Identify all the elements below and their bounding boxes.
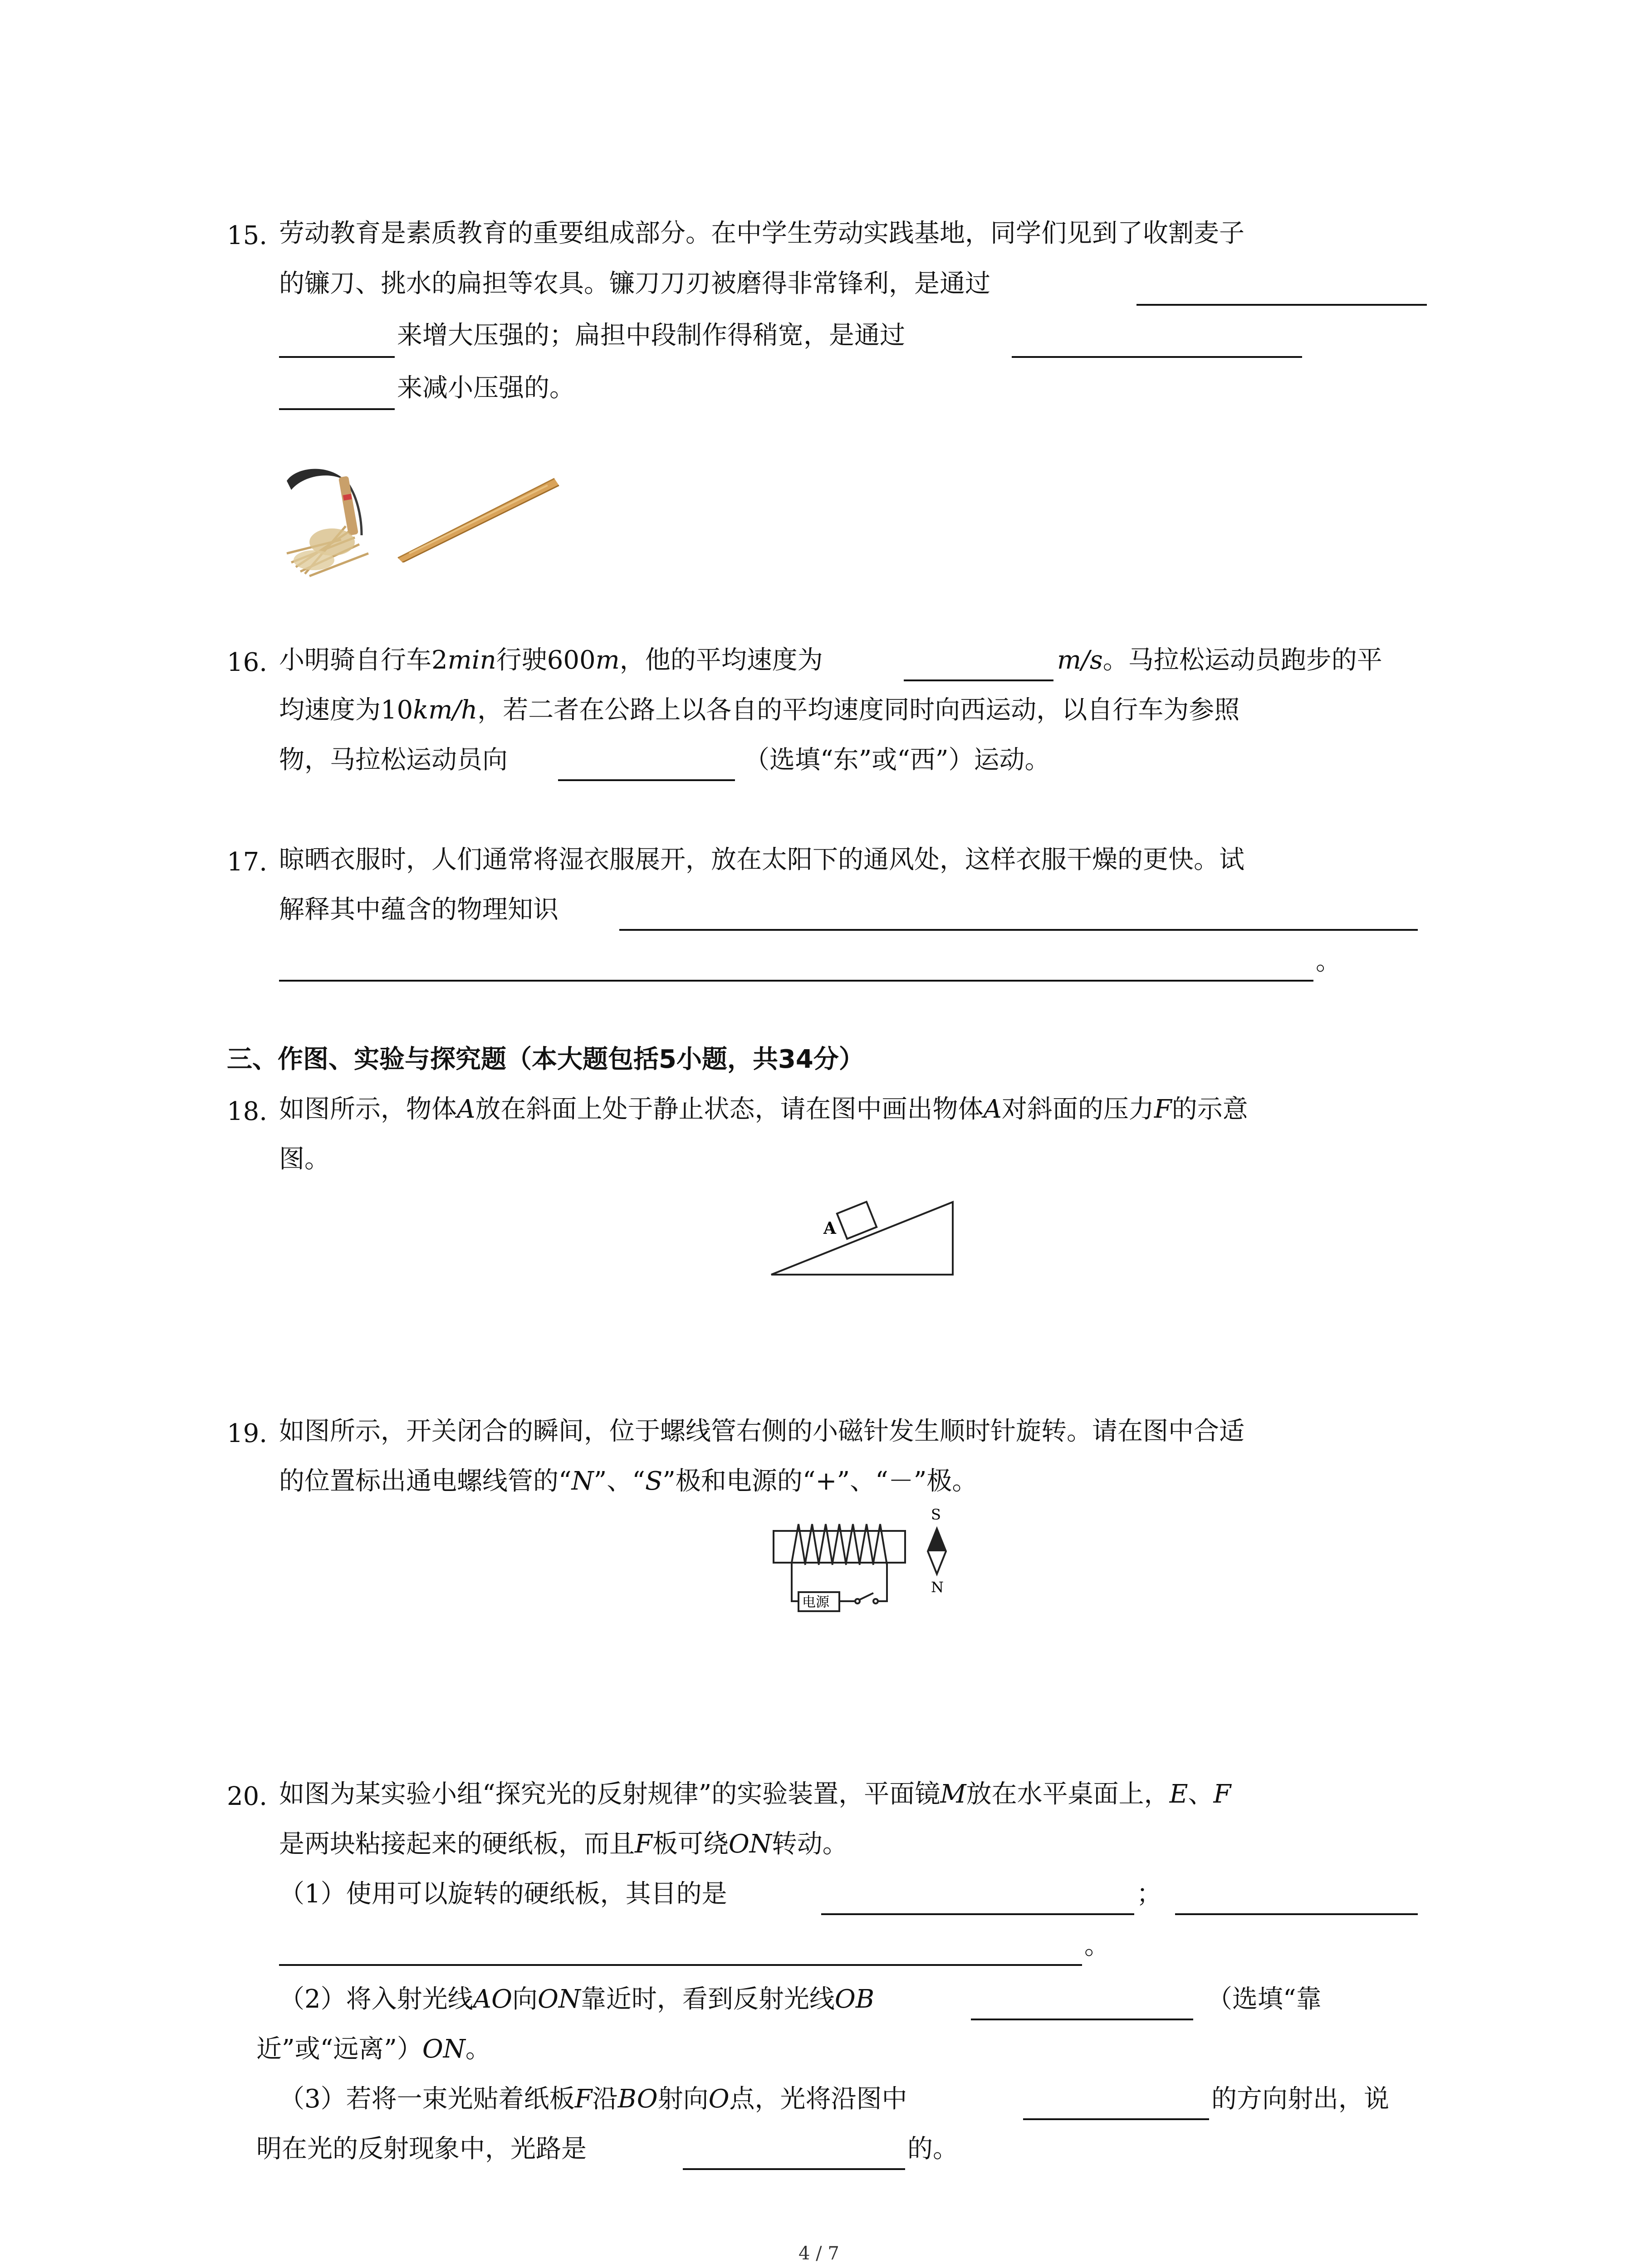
q15-line4: 来减小压强的。 [397,373,575,403]
q16-line3-tail: （选填“东”或“西”）运动。 [744,745,1050,775]
section3-title: 三、作图、实验与探究题（本大题包括5小题，共34分） [227,1045,864,1074]
q20-blank-3[interactable] [971,2019,1193,2020]
page-number: 4 / 7 [798,2243,839,2264]
q20-blank-2[interactable] [1175,1913,1418,1915]
q15-blank-1[interactable] [1136,304,1427,306]
incline-label-a: A [823,1219,836,1238]
q16-line1: 小明骑自行车2min行驶600m，他的平均速度为 [279,645,823,675]
q20-part1: （1）使用可以旋转的硬纸板，其目的是 [279,1879,727,1909]
q17-blank-1-cont[interactable] [279,980,1313,982]
q20-blank-1[interactable] [821,1913,1134,1915]
q20-number: 20. [227,1782,268,1811]
q20-part3-end: 的。 [907,2134,958,2164]
q17-number: 17. [227,847,268,877]
q20-line2: 是两块粘接起来的硬纸板，而且F板可绕ON转动。 [279,1829,848,1859]
carrying-pole-image [391,472,563,562]
q16-blank-1[interactable] [904,679,1053,681]
q19-number: 19. [227,1419,268,1448]
q20-part1-end: 。 [1084,1931,1110,1960]
q17-line1: 晾晒衣服时，人们通常将湿衣服展开，放在太阳下的通风处，这样衣服干燥的更快。试 [279,845,1244,875]
q18-line2: 图。 [279,1144,330,1174]
q15-line3: 来增大压强的；扁担中段制作得稍宽，是通过 [397,321,905,350]
q20-part1-sep: ； [1136,1879,1162,1909]
q20-line1: 如图为某实验小组“探究光的反射规律”的实验装置，平面镜M放在水平桌面上，E、F [279,1779,1231,1809]
compass-s-label: S [931,1506,941,1523]
q20-part2-line1: （2）将入射光线AO向ON靠近时，看到反射光线OB [279,1984,874,2014]
q16-line2: 均速度为10km/h，若二者在公路上以各自的平均速度同时向西运动，以自行车为参照 [279,695,1240,725]
q19-line1: 如图所示，开关闭合的瞬间，位于螺线管右侧的小磁针发生顺时针旋转。请在图中合适 [279,1417,1244,1446]
q17-line2: 解释其中蕴含的物理知识 [279,895,558,924]
q15-line1: 劳动教育是素质教育的重要组成部分。在中学生劳动实践基地，同学们见到了收割麦子 [279,219,1244,248]
q20-blank-4[interactable] [1023,2118,1209,2120]
sickle-image [278,463,391,581]
switch [839,1593,881,1603]
q20-part3-tail: 的方向射出，说 [1211,2084,1389,2114]
q15-number: 15. [227,221,268,250]
power-source-label: 电源 [802,1594,829,1610]
q18-number: 18. [227,1097,268,1126]
q20-part2-line2: 近”或“远离”）ON。 [256,2034,491,2064]
q19-line2: 的位置标出通电螺线管的“N”、“S”极和电源的“+”、“－”极。 [279,1466,978,1496]
q15-line2: 的镰刀、挑水的扁担等农具。镰刀刀刃被磨得非常锋利，是通过 [279,269,990,298]
q16-line3: 物，马拉松运动员向 [279,745,508,775]
solenoid-figure [767,1506,975,1642]
q15-blank-2-cont[interactable] [279,408,395,410]
q20-blank-2-cont[interactable] [279,1964,1082,1966]
q15-blank-1-cont[interactable] [279,356,395,358]
q16-line1-tail: m/s。马拉松运动员跑步的平 [1057,645,1382,675]
q17-line3: 。 [1316,947,1341,976]
q20-part2-choice: （选填“靠 [1207,1984,1322,2014]
compass-n-label: N [931,1579,944,1596]
q17-blank-1[interactable] [619,929,1418,931]
q16-number: 16. [227,648,268,677]
q20-part3-line1: （3）若将一束光贴着纸板F沿BO射向O点，光将沿图中 [279,2084,907,2114]
q18-line1: 如图所示，物体A放在斜面上处于静止状态，请在图中画出物体A对斜面的压力F的示意 [279,1095,1248,1124]
incline-figure [767,1188,962,1279]
q16-blank-2[interactable] [558,779,735,781]
q20-blank-5[interactable] [683,2168,905,2170]
q20-part3-line2: 明在光的反射现象中，光路是 [256,2134,587,2164]
q15-blank-2[interactable] [1012,356,1302,358]
